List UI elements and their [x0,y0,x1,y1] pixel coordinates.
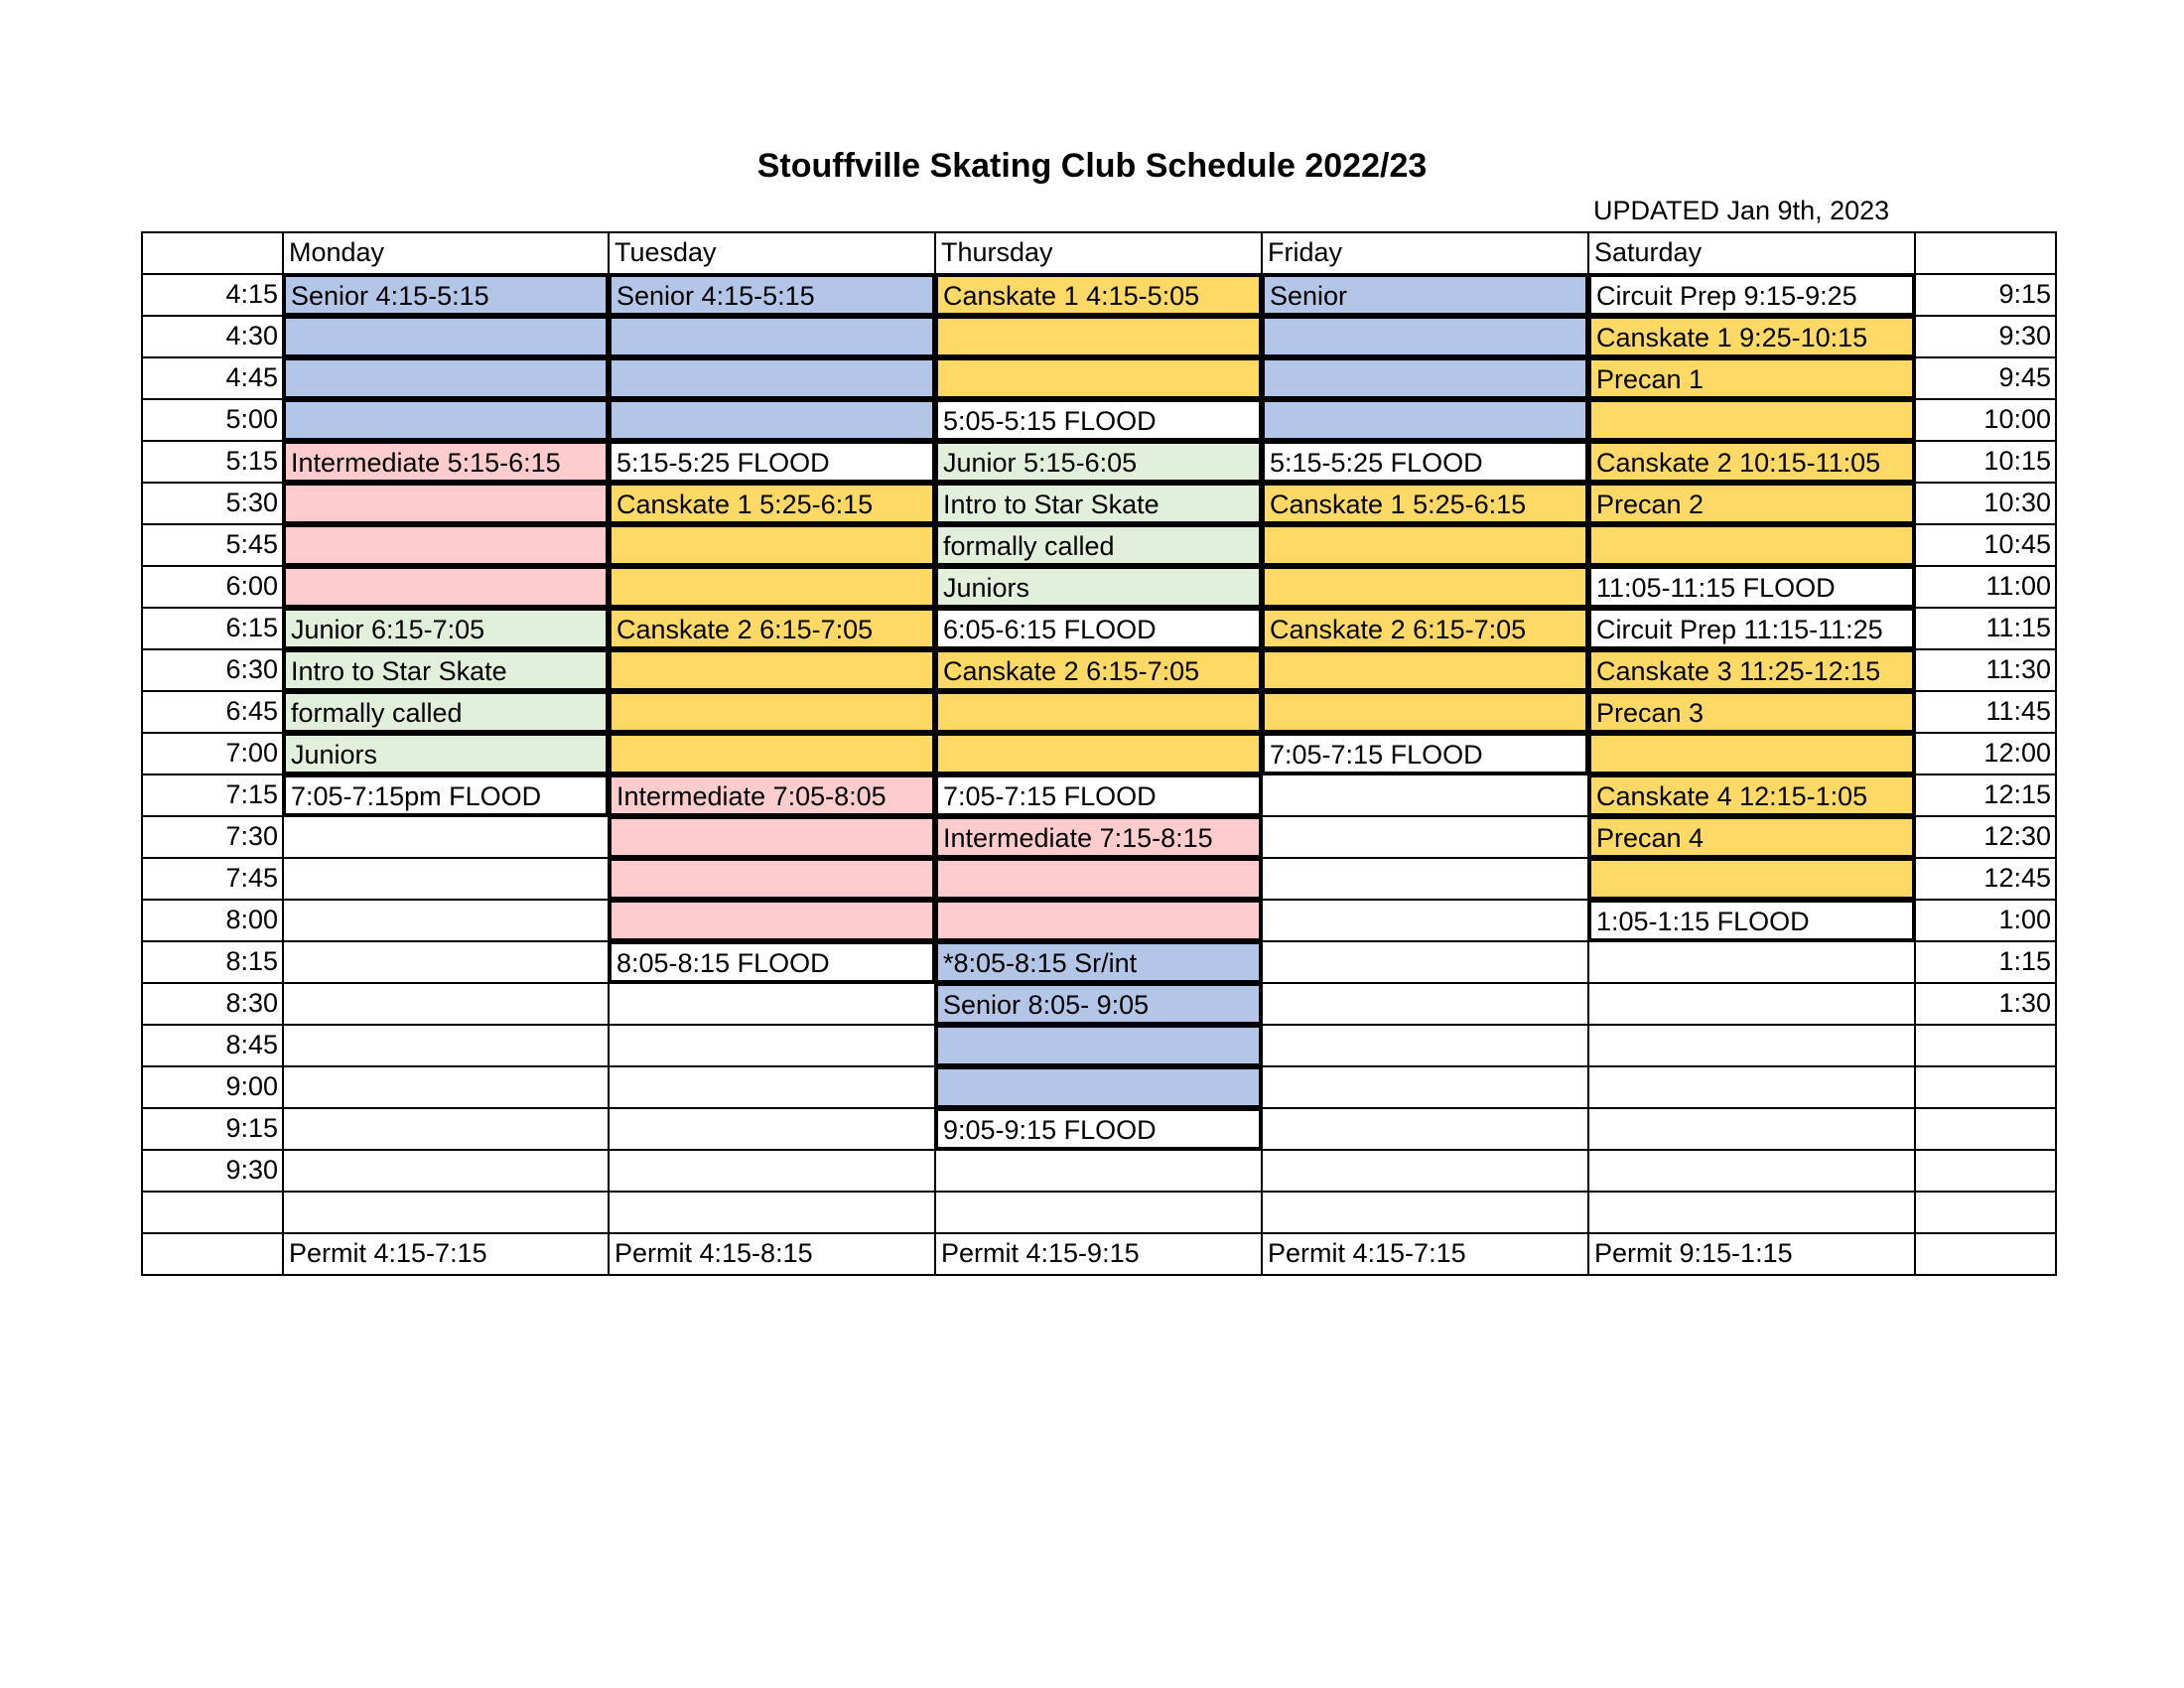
session-monday: Junior 6:15-7:05 [282,607,610,650]
saturday-time-label: 11:30 [1914,648,2057,692]
time-label: 5:00 [141,398,284,442]
slot-monday [282,356,610,400]
permit-monday: Permit 4:15-7:15 [282,1232,610,1276]
session-monday: formally called [282,690,610,734]
slot-friday [1261,356,1589,400]
slot-thursday [934,1065,1263,1109]
time-label: 6:30 [141,648,284,692]
slot-tuesday [608,1065,936,1109]
time-label: 5:15 [141,440,284,484]
time-label [141,1232,284,1276]
session-monday: Senior 4:15-5:15 [282,273,610,317]
saturday-time-label: 12:15 [1914,774,2057,817]
slot-friday [1261,1191,1589,1234]
session-thursday: 9:05-9:15 FLOOD [934,1107,1263,1151]
session-monday: Intro to Star Skate [282,648,610,692]
slot-monday [282,899,610,942]
slot-saturday [1587,1024,1916,1067]
slot-monday [282,1065,610,1109]
slot-tuesday [608,732,936,775]
slot-tuesday [608,1149,936,1193]
slot-friday [1261,899,1589,942]
slot-monday [282,857,610,901]
saturday-time-label: 11:45 [1914,690,2057,734]
header-blank [141,231,284,275]
session-tuesday: 5:15-5:25 FLOOD [608,440,936,484]
slot-friday [1261,1149,1589,1193]
slot-friday [1261,648,1589,692]
time-label: 8:00 [141,899,284,942]
saturday-time-label: 12:45 [1914,857,2057,901]
slot-friday [1261,398,1589,442]
session-thursday: 7:05-7:15 FLOOD [934,774,1263,817]
time-label: 9:30 [141,1149,284,1193]
header-saturday: Saturday [1587,231,1916,275]
saturday-time-label: 9:15 [1914,273,2057,317]
updated-date: UPDATED Jan 9th, 2023 [1593,196,1890,225]
permit-friday: Permit 4:15-7:15 [1261,1232,1589,1276]
slot-thursday [934,1149,1263,1193]
time-label: 5:30 [141,482,284,525]
session-saturday: Circuit Prep 9:15-9:25 [1587,273,1916,317]
slot-tuesday [608,315,936,358]
saturday-time-label: 1:15 [1914,940,2057,984]
slot-monday [282,940,610,984]
slot-monday [282,982,610,1026]
session-saturday: 11:05-11:15 FLOOD [1587,565,1916,609]
slot-thursday [934,690,1263,734]
slot-monday [282,1149,610,1193]
session-thursday: Intermediate 7:15-8:15 [934,815,1263,859]
time-label: 9:00 [141,1065,284,1109]
time-label: 7:15 [141,774,284,817]
time-label: 7:30 [141,815,284,859]
slot-monday [282,1107,610,1151]
session-thursday: Intro to Star Skate [934,482,1263,525]
saturday-time-label: 9:30 [1914,315,2057,358]
slot-friday [1261,690,1589,734]
saturday-time-label: 1:00 [1914,899,2057,942]
time-label: 6:15 [141,607,284,650]
session-saturday: Precan 4 [1587,815,1916,859]
session-thursday: Canskate 2 6:15-7:05 [934,648,1263,692]
slot-tuesday [608,815,936,859]
slot-thursday [934,732,1263,775]
slot-saturday [1587,732,1916,775]
slot-thursday [934,857,1263,901]
saturday-time-label [1914,1191,2057,1234]
slot-saturday [1587,1149,1916,1193]
session-tuesday: 8:05-8:15 FLOOD [608,940,936,984]
session-thursday: Juniors [934,565,1263,609]
slot-friday [1261,815,1589,859]
time-label: 6:45 [141,690,284,734]
time-label: 4:45 [141,356,284,400]
time-label: 6:00 [141,565,284,609]
permit-thursday: Permit 4:15-9:15 [934,1232,1263,1276]
slot-tuesday [608,857,936,901]
slot-thursday [934,899,1263,942]
session-friday: Senior [1261,273,1589,317]
session-friday: 7:05-7:15 FLOOD [1261,732,1589,775]
saturday-time-label: 9:45 [1914,356,2057,400]
session-monday: 7:05-7:15pm FLOOD [282,774,610,817]
saturday-time-label: 10:00 [1914,398,2057,442]
slot-thursday [934,1024,1263,1067]
slot-monday [282,482,610,525]
header-tuesday: Tuesday [608,231,936,275]
slot-saturday [1587,982,1916,1026]
slot-monday [282,1024,610,1067]
slot-friday [1261,1024,1589,1067]
slot-tuesday [608,398,936,442]
slot-saturday [1587,857,1916,901]
time-label: 9:15 [141,1107,284,1151]
slot-monday [282,398,610,442]
saturday-time-label [1914,1065,2057,1109]
session-friday: Canskate 1 5:25-6:15 [1261,482,1589,525]
slot-tuesday [608,523,936,567]
session-saturday: Circuit Prep 11:15-11:25 [1587,607,1916,650]
session-thursday: Senior 8:05- 9:05 [934,982,1263,1026]
session-thursday: Junior 5:15-6:05 [934,440,1263,484]
session-thursday: 6:05-6:15 FLOOD [934,607,1263,650]
slot-thursday [934,315,1263,358]
session-thursday: formally called [934,523,1263,567]
slot-friday [1261,315,1589,358]
session-saturday: Canskate 1 9:25-10:15 [1587,315,1916,358]
session-saturday: Precan 3 [1587,690,1916,734]
session-friday: 5:15-5:25 FLOOD [1261,440,1589,484]
time-label: 8:15 [141,940,284,984]
page-title: Stouffville Skating Club Schedule 2022/23 [756,147,1428,185]
session-saturday: Canskate 3 11:25-12:15 [1587,648,1916,692]
slot-tuesday [608,356,936,400]
slot-tuesday [608,565,936,609]
slot-friday [1261,523,1589,567]
saturday-time-label [1914,1024,2057,1067]
session-tuesday: Intermediate 7:05-8:05 [608,774,936,817]
session-tuesday: Canskate 1 5:25-6:15 [608,482,936,525]
slot-friday [1261,982,1589,1026]
slot-friday [1261,940,1589,984]
slot-monday [282,565,610,609]
time-label: 8:45 [141,1024,284,1067]
saturday-time-label [1914,1149,2057,1193]
slot-tuesday [608,899,936,942]
saturday-time-label: 10:30 [1914,482,2057,525]
session-friday: Canskate 2 6:15-7:05 [1261,607,1589,650]
slot-tuesday [608,1024,936,1067]
session-monday: Intermediate 5:15-6:15 [282,440,610,484]
header-thursday: Thursday [934,231,1263,275]
saturday-time-label: 1:30 [1914,982,2057,1026]
slot-saturday [1587,398,1916,442]
slot-monday [282,815,610,859]
session-monday: Juniors [282,732,610,775]
slot-tuesday [608,1107,936,1151]
time-label: 7:45 [141,857,284,901]
time-label: 5:45 [141,523,284,567]
session-saturday: Precan 1 [1587,356,1916,400]
permit-saturday: Permit 9:15-1:15 [1587,1232,1916,1276]
header-blank [1914,231,2057,275]
time-label: 4:30 [141,315,284,358]
slot-tuesday [608,648,936,692]
session-tuesday: Canskate 2 6:15-7:05 [608,607,936,650]
saturday-time-label: 11:00 [1914,565,2057,609]
session-thursday: *8:05-8:15 Sr/int [934,940,1263,984]
saturday-time-label: 11:15 [1914,607,2057,650]
slot-saturday [1587,940,1916,984]
slot-friday [1261,857,1589,901]
time-label: 4:15 [141,273,284,317]
saturday-time-label [1914,1232,2057,1276]
saturday-time-label [1914,1107,2057,1151]
session-thursday: 5:05-5:15 FLOOD [934,398,1263,442]
session-tuesday: Senior 4:15-5:15 [608,273,936,317]
slot-tuesday [608,690,936,734]
slot-thursday [934,1191,1263,1234]
slot-friday [1261,565,1589,609]
slot-friday [1261,1107,1589,1151]
slot-friday [1261,1065,1589,1109]
slot-saturday [1587,1065,1916,1109]
slot-saturday [1587,1107,1916,1151]
saturday-time-label: 12:00 [1914,732,2057,775]
saturday-time-label: 10:45 [1914,523,2057,567]
saturday-time-label: 10:15 [1914,440,2057,484]
time-label: 7:00 [141,732,284,775]
time-label [141,1191,284,1234]
permit-tuesday: Permit 4:15-8:15 [608,1232,936,1276]
slot-friday [1261,774,1589,817]
header-friday: Friday [1261,231,1589,275]
session-saturday: 1:05-1:15 FLOOD [1587,899,1916,942]
slot-tuesday [608,982,936,1026]
session-thursday: Canskate 1 4:15-5:05 [934,273,1263,317]
saturday-time-label: 12:30 [1914,815,2057,859]
slot-monday [282,1191,610,1234]
session-saturday: Canskate 2 10:15-11:05 [1587,440,1916,484]
session-saturday: Precan 2 [1587,482,1916,525]
session-saturday: Canskate 4 12:15-1:05 [1587,774,1916,817]
time-label: 8:30 [141,982,284,1026]
header-monday: Monday [282,231,610,275]
slot-saturday [1587,523,1916,567]
slot-monday [282,315,610,358]
slot-tuesday [608,1191,936,1234]
slot-thursday [934,356,1263,400]
slot-saturday [1587,1191,1916,1234]
slot-monday [282,523,610,567]
